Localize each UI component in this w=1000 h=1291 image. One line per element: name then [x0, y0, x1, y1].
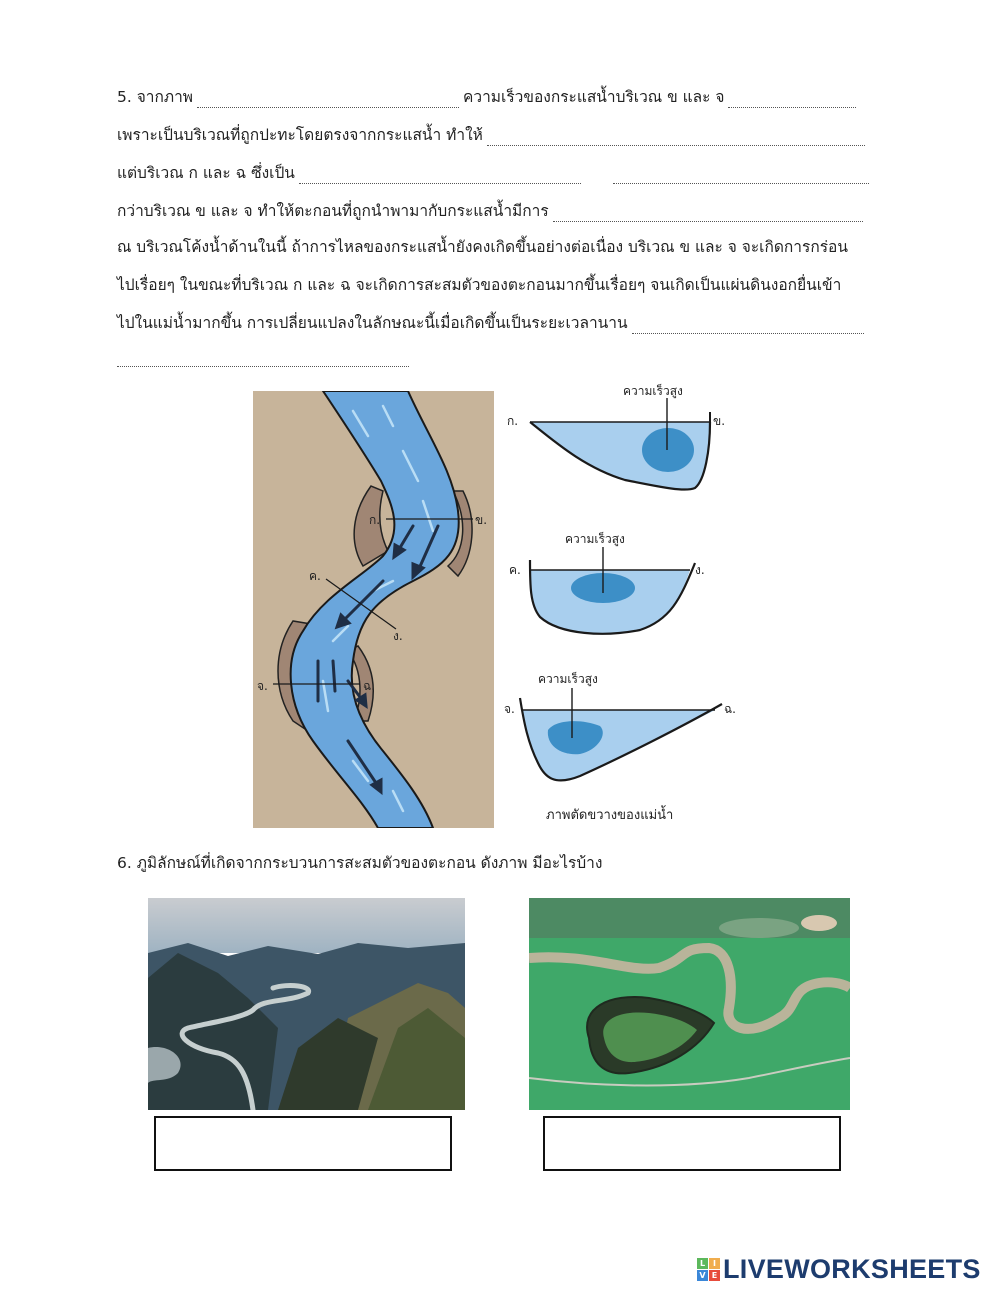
meandering-river-mountains-photo — [148, 898, 465, 1110]
river-label-kho: ข. — [475, 513, 488, 527]
q5-line-4 — [117, 200, 867, 222]
q5-blank-2[interactable] — [728, 91, 856, 108]
logo-square-e: E — [709, 1270, 720, 1281]
oxbow-lake-image — [529, 898, 850, 1110]
logo-text: LIVEWORKSHEETS — [723, 1254, 981, 1284]
q5-line-6-text: ไปเรื่อยๆ ในขณะที่บริเวณ ก และ ฉ จะเกิดการสะสมตัวของตะกอนมากขึ้นเรื่อยๆ จนเกิดเป็นแผ่นดินงอกยื่นเข้า — [117, 276, 842, 294]
q5-line-5 — [117, 236, 848, 258]
q5-line-3-text: แต่บริเวณ ก และ ฉ ซึ่งเป็น — [117, 164, 295, 182]
cross-section-2-right-label: ง. — [695, 563, 705, 577]
cross-section-3-caption: ความเร็วสูง — [538, 672, 598, 686]
q5-blank-1[interactable] — [197, 91, 459, 108]
q5-line-6 — [117, 274, 841, 296]
q5-blank-7[interactable] — [632, 317, 864, 334]
q6-title-text: 6. ภูมิลักษณ์ที่เกิดจากกระบวนการสะสมตัวของตะกอน ดังภาพ มีอะไรบ้าง — [117, 854, 603, 872]
cross-section-3-right-label: ฉ. — [724, 702, 736, 716]
oxbow-lake-photo — [529, 898, 850, 1110]
q5-blank-4[interactable] — [299, 167, 581, 184]
q5-line-2 — [117, 124, 869, 146]
q5-blank-5[interactable] — [613, 167, 869, 184]
q5-blank-3[interactable] — [487, 129, 865, 146]
cross-section-2-caption: ความเร็วสูง — [565, 532, 625, 546]
cross-section-footer-caption: ภาพตัดขวางของแม่น้ำ — [546, 808, 674, 823]
q5-line-7-text: ไปในแม่น้ำมากขึ้น การเปลี่ยนแปลงในลักษณะนี้เมื่อเกิดขึ้นเป็นระยะเวลานาน — [117, 314, 628, 332]
river-meander-diagram — [253, 391, 494, 828]
liveworksheets-logo — [697, 1254, 981, 1285]
cross-section-ko-kho-shape — [505, 380, 735, 495]
photo-2-answer-box[interactable] — [543, 1116, 841, 1171]
logo-square-i: I — [709, 1258, 720, 1269]
logo-square-v: V — [697, 1270, 708, 1281]
logo-live-squares-icon — [697, 1258, 720, 1281]
river-label-ko: ก. — [369, 513, 381, 527]
cross-section-2-left-label: ค. — [509, 563, 521, 577]
q5-blank-6[interactable] — [553, 205, 863, 222]
cross-section-1-right-label: ข. — [713, 414, 726, 428]
river-label-cho: จ. — [257, 679, 268, 693]
q5-line-7 — [117, 312, 868, 334]
cross-section-1-caption: ความเร็วสูง — [623, 384, 683, 398]
q5-line-4-text: กว่าบริเวณ ข และ จ ทำให้ตะกอนที่ถูกนำพามากับกระแสน้ำมีการ — [117, 202, 549, 220]
q5-line-1-text-b: ความเร็วของกระแสน้ำบริเวณ ข และ จ — [463, 88, 725, 106]
logo-square-l: L — [697, 1258, 708, 1269]
river-label-ngo: ง. — [393, 629, 403, 643]
cross-section-kho-khwai-ngo — [505, 525, 735, 640]
river-meander-illustration — [253, 391, 494, 828]
river-label-kho-khwai: ค. — [309, 569, 321, 583]
q6-title — [117, 852, 602, 874]
q5-line-3 — [117, 162, 873, 184]
cross-section-1-left-label: ก. — [507, 414, 519, 428]
river-label-chor: ฉ. — [363, 679, 375, 693]
cross-section-cho-chor — [500, 668, 750, 828]
meandering-river-mountains-image — [148, 898, 465, 1110]
q5-line-8 — [117, 350, 413, 367]
q5-line-2-text: เพราะเป็นบริเวณที่ถูกปะทะโดยตรงจากกระแสน้ำ ทำให้ — [117, 126, 483, 144]
cross-section-ko-kho — [505, 380, 735, 495]
cross-section-3-left-label: จ. — [504, 702, 515, 716]
q5-blank-8[interactable] — [117, 350, 409, 367]
q5-line-1-text-a: 5. จากภาพ — [117, 88, 194, 106]
q5-line-1 — [117, 86, 860, 108]
q5-line-5-text: ณ บริเวณโค้งน้ำด้านในนี้ ถ้าการไหลของกระแสน้ำยังคงเกิดขึ้นอย่างต่อเนื่อง บริเวณ ข และ จ จะเกิดการกร่อน — [117, 238, 848, 256]
photo-1-answer-box[interactable] — [154, 1116, 452, 1171]
